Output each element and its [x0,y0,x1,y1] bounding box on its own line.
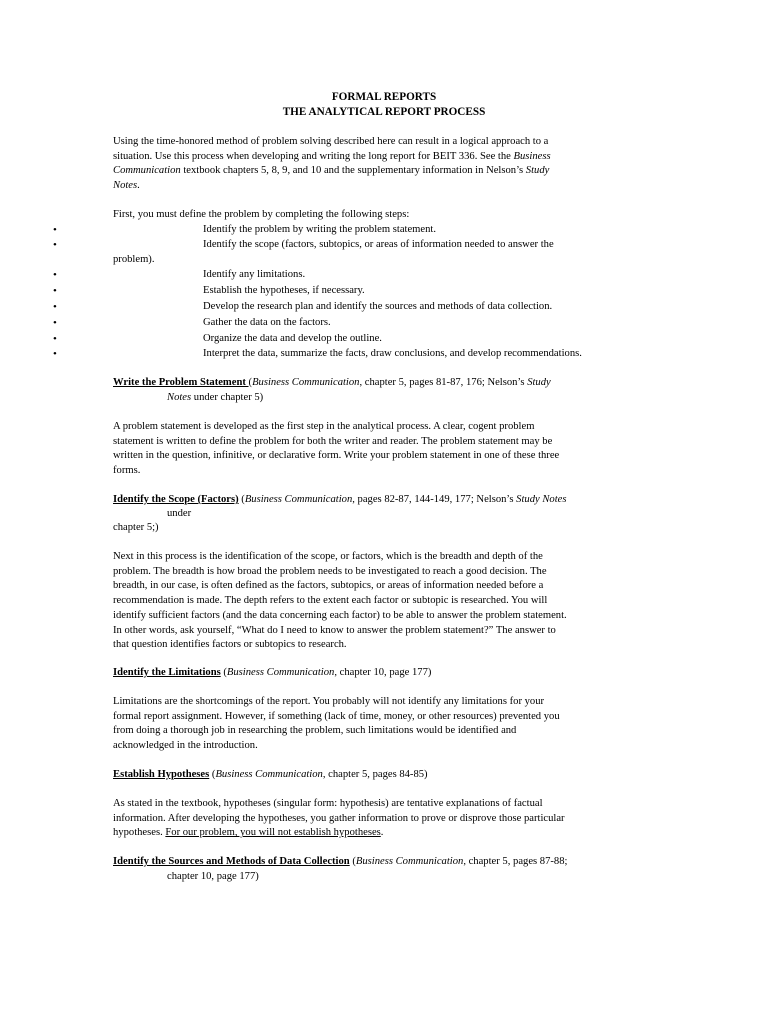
paragraph-line: information. After developing the hypotheses, you gather information to prove or disprove those particular [113,812,565,824]
section-reference-continuation: Notes under chapter 5) [167,392,264,403]
section-heading-limitations: Identify the Limitations (Business Communication, chapter 10, page 177) [113,667,432,678]
paragraph-line: As stated in the textbook, hypotheses (singular form: hypothesis) are tentative explanations of factual [113,798,543,809]
paragraph-line: A problem statement is developed as the first step in the analytical process. A clear, cogent problem [113,421,535,432]
document-title: FORMAL REPORTS [331,91,437,103]
paragraph-line: identify sufficient factors (and the data concerning each factor) to be able to answer the problem statement. [113,609,567,621]
paragraph-line: statement is written to define the problem for both the writer and reader. The problem statement may be [113,435,553,447]
section-reference-continuation: chapter 10, page 177) [167,871,259,882]
problem-statement-paragraph [113,420,658,479]
list-item: Gather the data on the factors. [203,317,331,328]
list-item: Identify the problem by writing the problem statement. [203,224,437,235]
bullet-icon: • [53,285,57,297]
limitations-paragraph [113,695,658,754]
paragraph-line: written in the question, infinitive, or declarative form. Write your problem statement in one of these three [113,450,560,462]
paragraph-line: recommendation is made. The depth refers to the extent each factor or subtopic is researched. You will [113,595,548,607]
list-item: Organize the data and develop the outline. [203,333,382,344]
list-item: Interpret the data, summarize the facts, draw conclusions, and develop recommendations. [203,348,582,359]
section-heading-data-collection: Identify the Sources and Methods of Data Collection (Business Communication, chapter 5, pages 87-88; [113,856,568,867]
list-item: Identify any limitations. [203,269,306,280]
paragraph-line: from doing a thorough job in researching the problem, such limitations would be identified and [113,725,517,737]
list-item: Establish the hypotheses, if necessary. [203,285,365,296]
section-heading-scope: Identify the Scope (Factors) (Business Communication, pages 82-87, 144-149, 177; Nelson’s Study Notes [113,494,567,505]
paragraph-line: forms. [113,465,141,477]
list-item-continuation: problem). [113,254,155,265]
paragraph-line: In other words, ask yourself, “What do I need to know to answer the problem statement?” The answer to [113,624,556,636]
list-item: Identify the scope (factors, subtopics, or areas of information needed to answer the [203,239,554,250]
section-reference-continuation: under [167,508,192,519]
paragraph-line: Next in this process is the identification of the scope, or factors, which is the breadth and depth of the [113,551,543,562]
intro-line-4: Notes. [113,180,140,192]
scope-paragraph [113,550,658,653]
bullet-icon: • [53,348,57,360]
bullet-icon: • [53,224,57,236]
hypotheses-paragraph [113,797,658,841]
paragraph-line: breadth, in our case, is often defined as the factors, subtopics, or areas of information needed before a [113,580,544,592]
paragraph-line: hypotheses. For our problem, you will not establish hypotheses. [113,827,384,839]
bullet-icon: • [53,301,57,313]
steps-intro: First, you must define the problem by completing the following steps: [113,209,410,220]
section-heading-problem-statement: Write the Problem Statement (Business Communication, chapter 5, pages 81-87, 176; Nelson’s Study [113,377,551,388]
section-heading-hypotheses: Establish Hypotheses (Business Communication, chapter 5, pages 84-85) [113,769,428,780]
intro-paragraph [113,135,658,194]
intro-line-1: Using the time-honored method of problem solving described here can result in a logical approach to a [113,136,549,147]
intro-line-3: Communication textbook chapters 5, 8, 9, and 10 and the supplementary information in Nelson’s Study [113,165,550,177]
paragraph-line: acknowledged in the introduction. [113,740,258,752]
list-item: Develop the research plan and identify the sources and methods of data collection. [203,301,553,312]
bullet-icon: • [53,239,57,251]
section-reference-continuation: chapter 5;) [113,522,159,533]
paragraph-line: that question identifies factors or subtopics to research. [113,639,347,651]
paragraph-line: problem. The breadth is how broad the problem needs to be investigated to reach a good decision. The [113,565,547,577]
paragraph-line: formal report assignment. However, if something (lack of time, money, or other resources) prevented you [113,710,560,722]
document-subtitle: THE ANALYTICAL REPORT PROCESS [282,106,486,118]
bullet-icon: • [53,269,57,281]
intro-line-2: situation. Use this process when developing and writing the long report for BEIT 336. See the Business [113,150,551,162]
paragraph-line: Limitations are the shortcomings of the report. You probably will not identify any limitations for your [113,696,545,707]
bullet-icon: • [53,333,57,345]
bullet-icon: • [53,317,57,329]
